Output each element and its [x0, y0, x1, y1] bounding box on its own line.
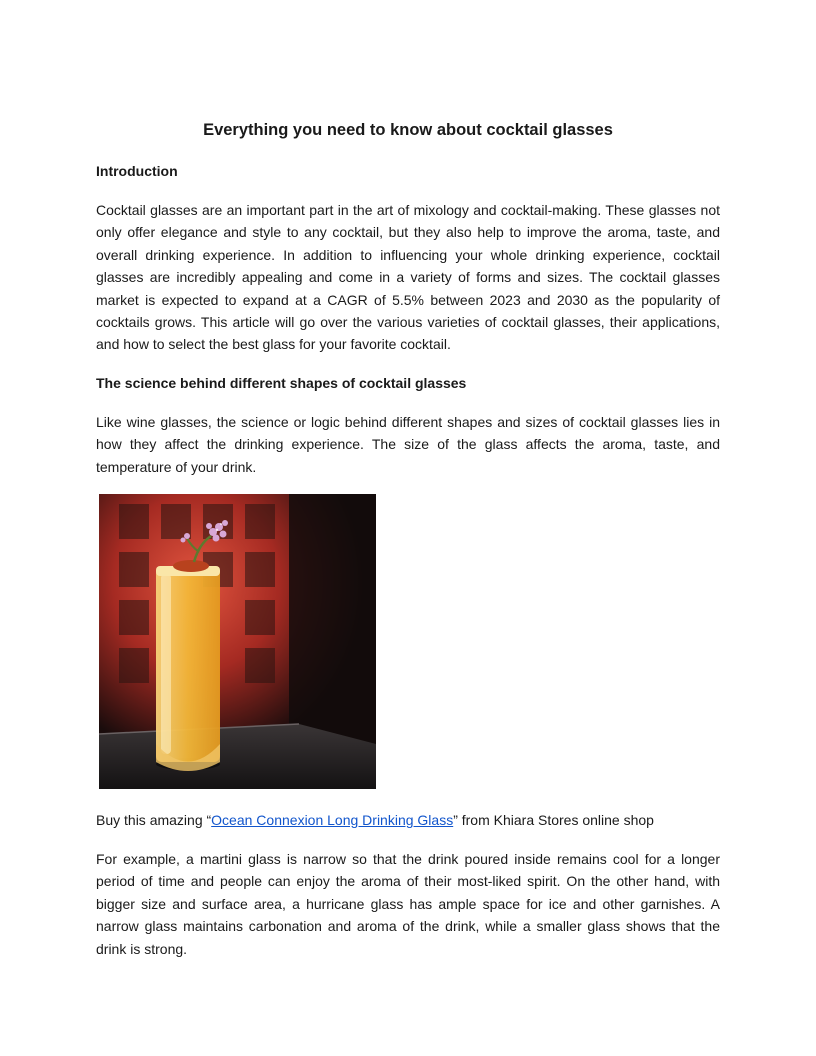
introduction-paragraph: Cocktail glasses are an important part in the art of mixology and cocktail-making. These glasses not only offer elegance and style to any cocktail, but they also help to improve the aroma, taste, and overall drinking experience. In addition to influencing your whole drinking experience, cocktail glasses are incredibly appealing and come in a variety of forms and sizes. The cocktail glasses market is expected to expand at a CAGR of 5.5% between 2023 and 2030 as the popularity of cocktails grows. This article will go over the various varieties of cocktail glasses, their applications, and how to select the best glass for your favorite cocktail.	[96, 202, 720, 353]
cocktail-photo-illustration	[99, 494, 376, 789]
cocktail-photo	[99, 494, 376, 789]
product-caption	[96, 809, 720, 831]
section-heading-introduction: Introduction	[96, 163, 178, 179]
caption-suffix: ” from Khiara Stores online shop	[453, 812, 654, 828]
caption-prefix: Buy this amazing “	[96, 812, 212, 828]
section-heading-science: The science behind different shapes of cocktail glasses	[96, 375, 467, 391]
document-title: Everything you need to know about cocktail glasses	[203, 121, 613, 139]
example-paragraph: For example, a martini glass is narrow so that the drink poured inside remains cool for a longer period of time and people can enjoy the aroma of their most-liked spirit. On the other hand, with bigger size and surface area, a hurricane glass has ample space for ice and other garnishes. A narrow glass maintains carbonation and aroma of the drink, while a smaller glass shows that the drink is strong.	[96, 851, 720, 957]
science-paragraph: Like wine glasses, the science or logic behind different shapes and sizes of cocktail glasses lies in how they affect the drinking experience. The size of the glass affects the aroma, taste, and temperature of your drink.	[96, 414, 720, 475]
product-link[interactable]: Ocean Connexion Long Drinking Glass	[211, 812, 454, 828]
